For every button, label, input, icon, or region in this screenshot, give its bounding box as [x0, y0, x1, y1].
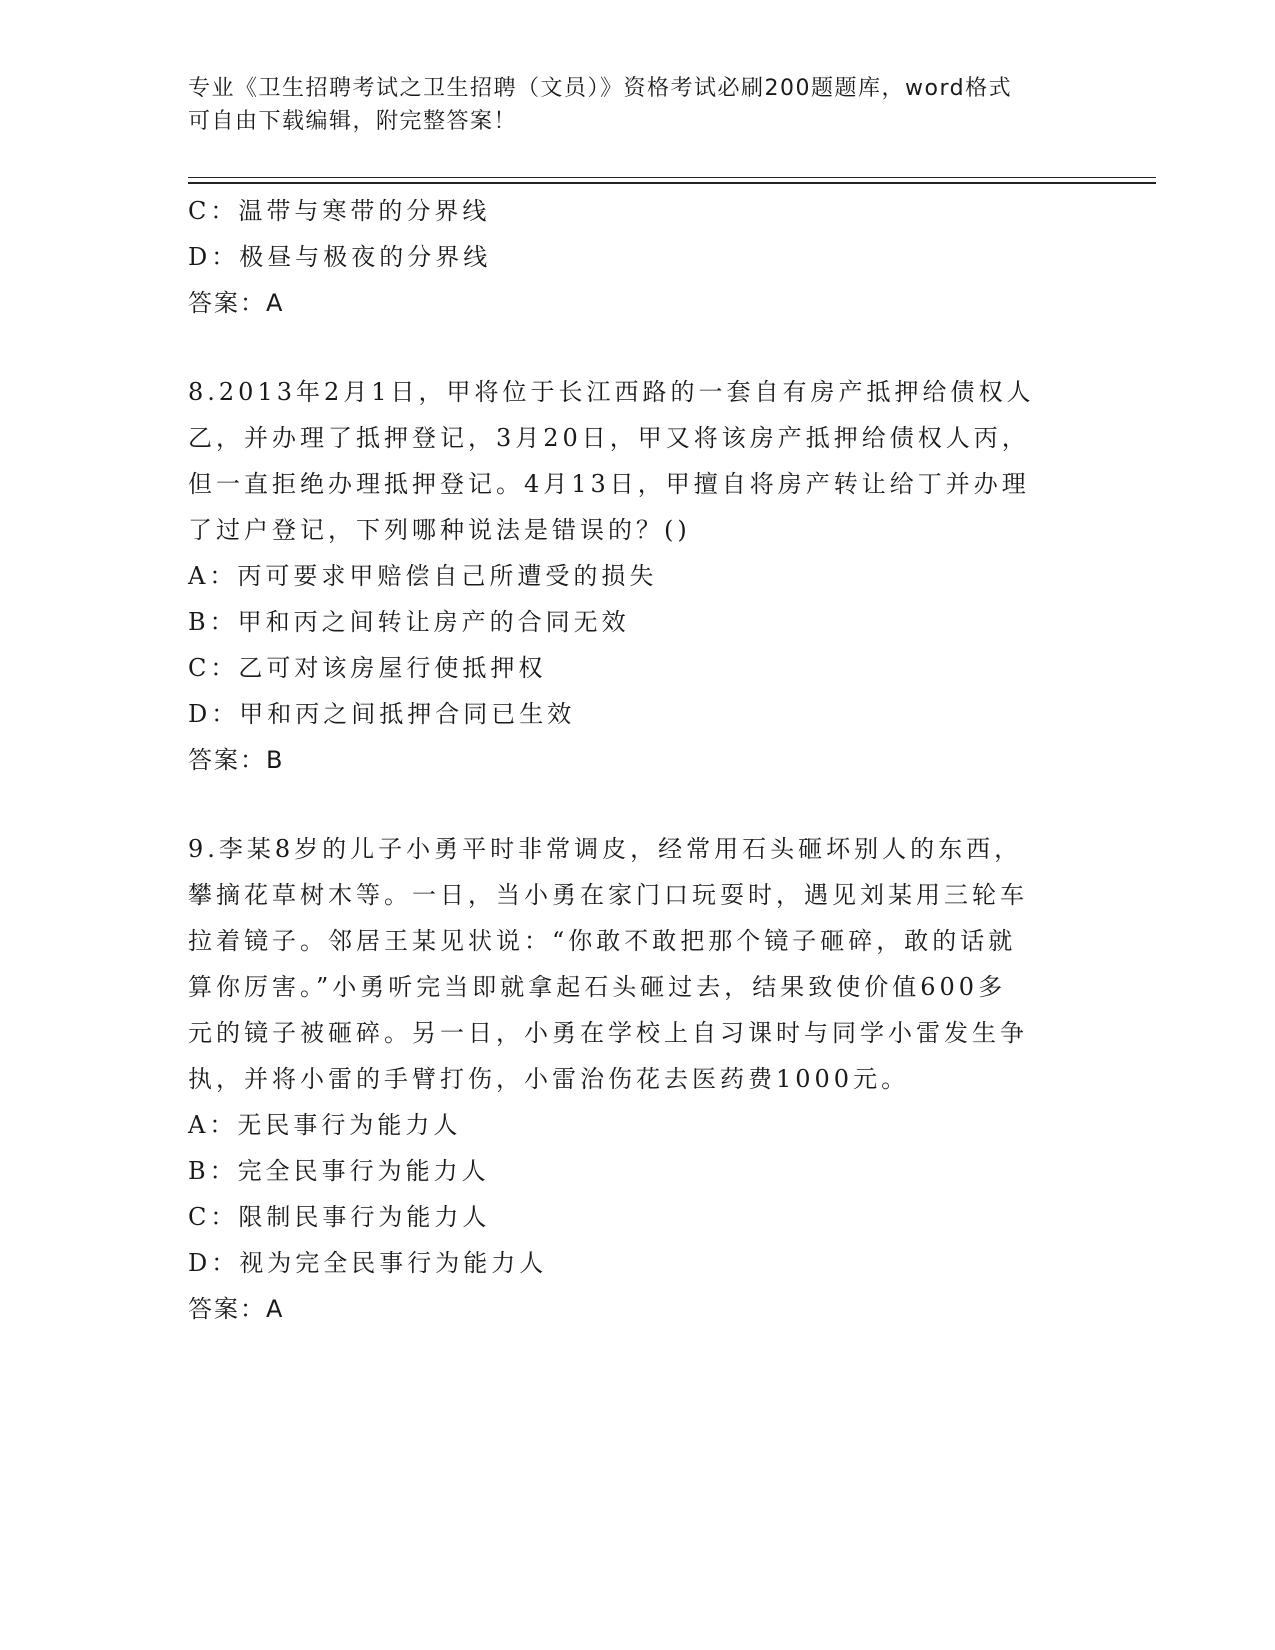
- question-7-tail: [188, 188, 1088, 326]
- option-d: D：甲和丙之间抵押合同已生效: [188, 700, 576, 728]
- page-header: [188, 72, 1068, 138]
- header-divider-thin: [188, 177, 1156, 178]
- question-stem-line: 8.2013年2月1日，甲将位于长江西路的一套自有房产抵押给债权人: [188, 378, 1035, 406]
- question-stem-line: 乙，并办理了抵押登记，3月20日，甲又将该房产抵押给债权人丙，: [188, 424, 1030, 452]
- question-stem-line: 攀摘花草树木等。一日，当小勇在家门口玩耍时，遇见刘某用三轮车: [188, 881, 1028, 909]
- question-stem-line: 了过户登记，下列哪种说法是错误的？(): [188, 516, 691, 544]
- answer-line: 答案：A: [188, 1295, 285, 1323]
- option-a: A：丙可要求甲赔偿自己所遭受的损失: [188, 562, 658, 590]
- question-stem-line: 执，并将小雷的手臂打伤，小雷治伤花去医药费1000元。: [188, 1065, 910, 1093]
- option-a: A：无民事行为能力人: [188, 1111, 462, 1139]
- option-b: B：甲和丙之间转让房产的合同无效: [188, 608, 630, 636]
- answer-line: 答案：B: [188, 746, 285, 774]
- option-c: C：限制民事行为能力人: [188, 1203, 491, 1231]
- answer-line: 答案：A: [188, 289, 285, 317]
- document-body: [188, 188, 1088, 1332]
- header-divider-thick: [188, 182, 1156, 184]
- header-title-line-2: 可自由下载编辑，附完整答案！: [188, 109, 518, 134]
- question-stem-line: 元的镜子被砸碎。另一日，小勇在学校上自习课时与同学小雷发生争: [188, 1019, 1028, 1047]
- question-stem-line: 9.李某8岁的儿子小勇平时非常调皮，经常用石头砸坏别人的东西，: [188, 835, 1023, 863]
- option-c: C：乙可对该房屋行使抵押权: [188, 654, 547, 682]
- spacer: [188, 783, 1088, 826]
- option-d: D：极昼与极夜的分界线: [188, 243, 492, 271]
- option-d: D：视为完全民事行为能力人: [188, 1249, 548, 1277]
- question-8: [188, 369, 1088, 783]
- spacer: [188, 326, 1088, 369]
- question-9: [188, 826, 1088, 1332]
- option-b: B：完全民事行为能力人: [188, 1157, 490, 1185]
- header-title-line-1: 专业《卫生招聘考试之卫生招聘（文员）》资格考试必刷200题题库，word格式: [188, 76, 1013, 101]
- question-stem-line: 拉着镜子。邻居王某见状说：“你敢不敢把那个镜子砸碎，敢的话就: [188, 927, 1017, 955]
- option-c: C：温带与寒带的分界线: [188, 197, 491, 225]
- question-stem-line: 算你厉害。”小勇听完当即就拿起石头砸过去，结果致使价值600多: [188, 973, 1007, 1001]
- question-stem-line: 但一直拒绝办理抵押登记。4月13日，甲擅自将房产转让给丁并办理: [188, 470, 1030, 498]
